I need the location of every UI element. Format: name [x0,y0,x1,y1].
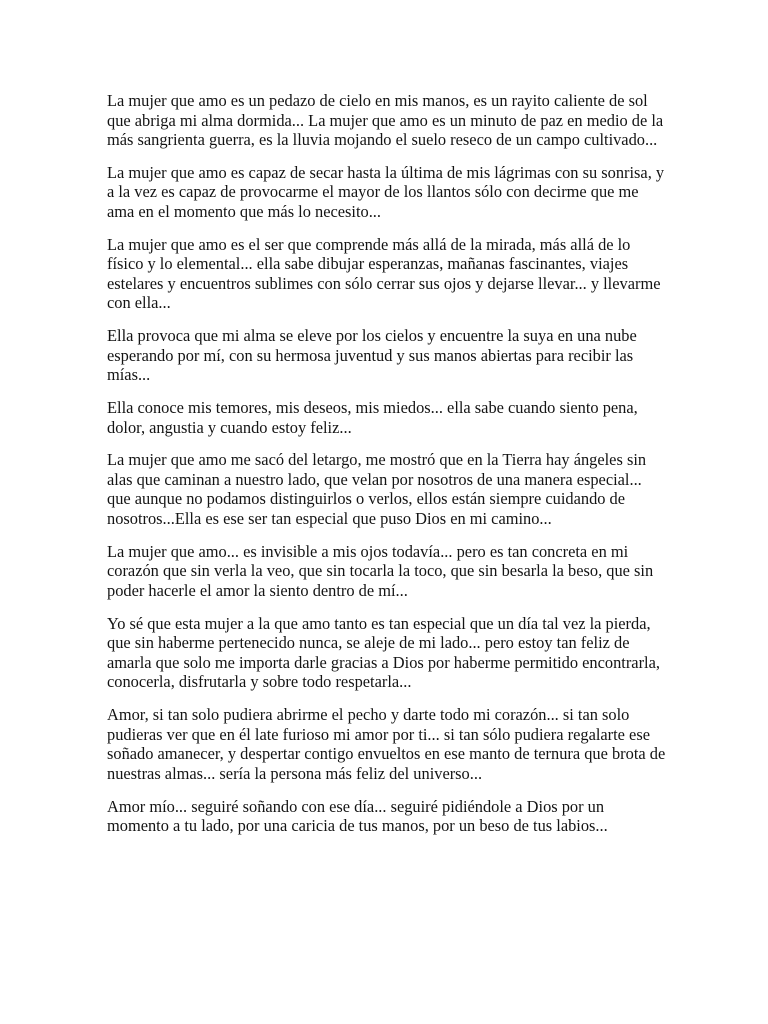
paragraph-2: La mujer que amo es capaz de secar hasta la última de mis lágrimas con su sonrisa, y a la vez es capaz de provocarme el mayor de los llantos sólo con decirme que me ama en el momento que más lo necesito... [107,162,665,221]
paragraph-7: La mujer que amo... es invisible a mis ojos todavía... pero es tan concreta en mi corazón que sin verla la veo, que sin tocarla la toco, que sin besarla la beso, que sin poder hacerle el amor la siento dentro de mí... [107,541,654,600]
paragraph-3: La mujer que amo es el ser que comprende más allá de la mirada, más allá de lo físico y lo elemental... ella sabe dibujar esperanzas, mañanas fascinantes, viajes estelares y encuentros sublimes con sólo cerrar sus ojos y dejarse llevar... y llevarme con ella... [107,234,661,313]
paragraph-1: La mujer que amo es un pedazo de cielo en mis manos, es un rayito caliente de sol que abriga mi alma dormida... La mujer que amo es un minuto de paz en medio de la más sangrienta guerra, es la lluvia mojando el suelo reseco de un campo cultivado... [107,91,664,149]
paragraph-5: Ella conoce mis temores, mis deseos, mis miedos... ella sabe cuando siento pena, dolor, angustia y cuando estoy feliz... [107,398,638,437]
paragraph-10: Amor mío... seguiré soñando con ese día... seguiré pidiéndole a Dios por un momento a tu lado, por una caricia de tus manos, por un beso de tus labios... [107,796,608,836]
paragraph-9: Amor, si tan solo pudiera abrirme el pecho y darte todo mi corazón... si tan solo pudieras ver que en él late furioso mi amor por ti... si tan sólo pudiera regalarte ese soñado amanecer, y despertar contigo envueltos en ese manto de ternura que brota de nuestras almas... sería la persona más feliz del universo... [107,705,666,783]
paragraph-6: La mujer que amo me sacó del letargo, me mostró que en la Tierra hay ángeles sin alas que caminan a nuestro lado, que velan por nosotros de una manera especial... que aunque no podamos distinguirlos o verlos, ellos están siempre cuidando de nosotros...Ella es ese ser tan especial que puso Dios en mi camino... [107,450,647,528]
paragraph-8: Yo sé que esta mujer a la que amo tanto es tan especial que un día tal vez la pierda, que sin haberme pertenecido nunca, se aleje de mi lado... pero estoy tan feliz de amarla que solo me importa darle gracias a Dios por haberme permitido encontrarla, conocerla, disfrutarla y sobre todo respetarla... [107,613,660,692]
document-body [107,91,667,849]
paragraph-4: Ella provoca que mi alma se eleve por los cielos y encuentre la suya en una nube esperando por mí, con su hermosa juventud y sus manos abiertas para recibir las mías... [107,326,637,385]
